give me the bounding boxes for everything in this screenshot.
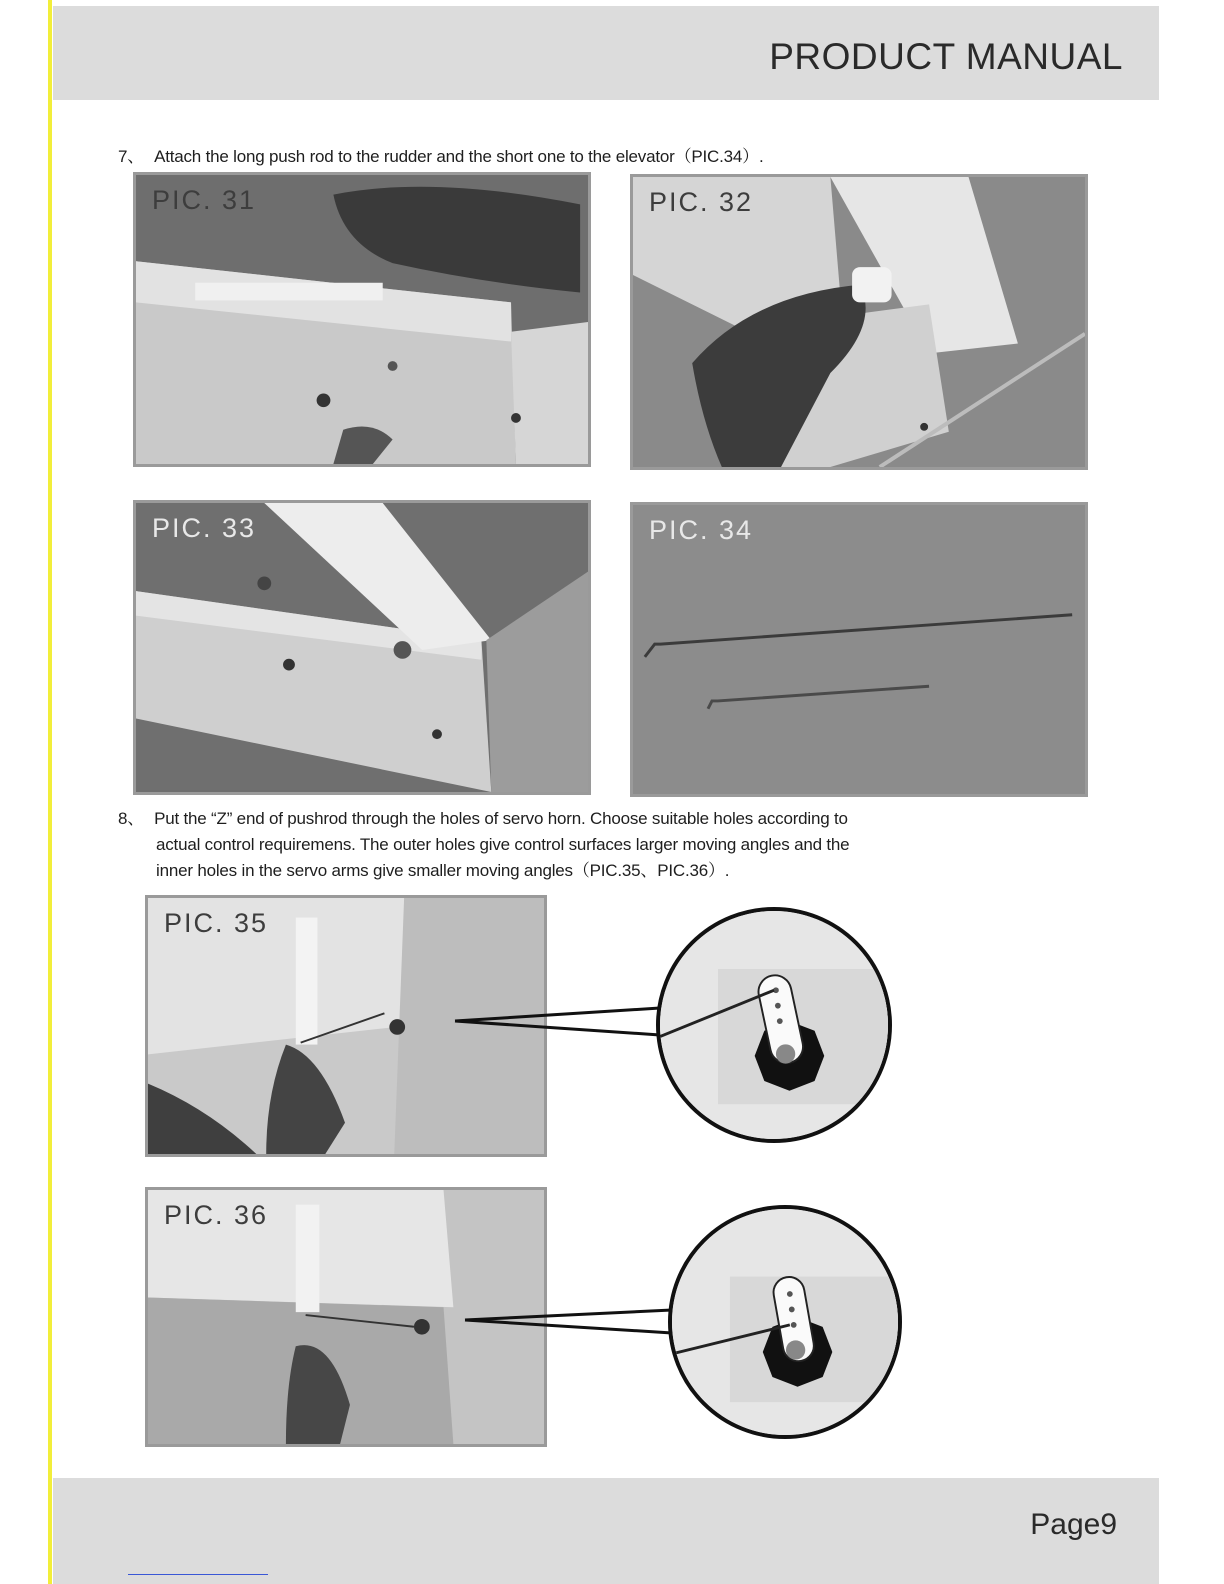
photo-pic-31	[133, 172, 591, 467]
pic-label: PIC. 36	[164, 1200, 269, 1230]
photo-pic-36	[145, 1187, 547, 1447]
link-underline[interactable]	[128, 1574, 268, 1575]
servo-horn-zoom-outer	[656, 907, 892, 1143]
step-8-instruction	[118, 806, 1108, 884]
photo-pic-34	[630, 502, 1088, 797]
pic-label: PIC. 32	[649, 187, 754, 217]
pic-label: PIC. 34	[649, 515, 754, 545]
pic-label: PIC. 33	[152, 513, 257, 543]
pic-label: PIC. 31	[152, 185, 257, 215]
page-title: PRODUCT MANUAL	[769, 36, 1123, 77]
photo-pic-33	[133, 500, 591, 795]
page-header	[53, 6, 1159, 100]
step-number: 7、	[118, 147, 145, 166]
photo-pic-35	[145, 895, 547, 1157]
step-number: 8、	[118, 809, 145, 828]
step-text: Attach the long push rod to the rudder and the short one to the elevator（PIC.34）.	[154, 147, 764, 166]
step-text-line: inner holes in the servo arms give smaller moving angles（PIC.35、PIC.36）.	[156, 861, 730, 880]
photo-pic-32	[630, 174, 1088, 470]
margin-line	[48, 0, 52, 1584]
step-text-line: Put the “Z” end of pushrod through the holes of servo horn. Choose suitable holes according to	[154, 809, 848, 828]
pic-label: PIC. 35	[164, 908, 269, 938]
page-number: Page9	[1030, 1508, 1117, 1541]
page-footer	[53, 1478, 1159, 1584]
step-text-line: actual control requiremens. The outer holes give control surfaces larger moving angles and the	[156, 835, 850, 854]
step-7-instruction	[118, 144, 1118, 170]
servo-horn-zoom-inner	[668, 1205, 902, 1439]
